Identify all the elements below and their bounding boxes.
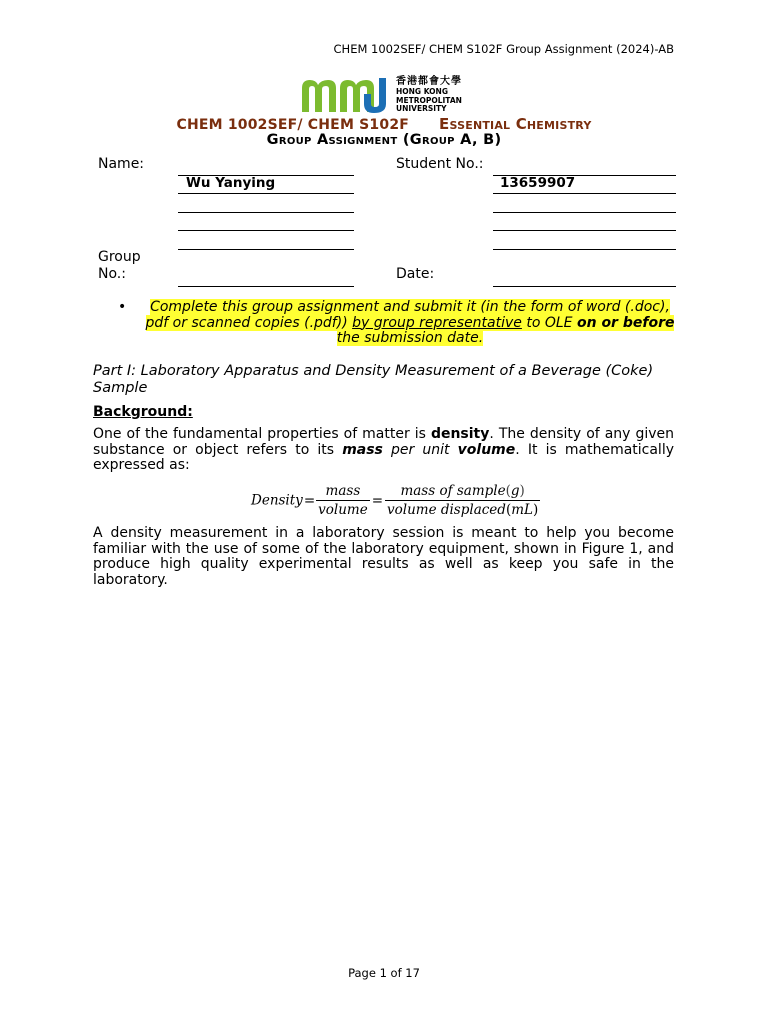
student-no-line-2[interactable] — [493, 193, 676, 194]
university-logo — [300, 74, 470, 114]
p1-mass: mass — [342, 441, 383, 458]
equation-equals-1: = — [303, 492, 316, 509]
course-title — [0, 115, 768, 133]
instruction-underlined: by group representative — [352, 314, 522, 331]
fraction-sample-displaced — [385, 482, 540, 519]
group-label-2: No.: — [98, 266, 126, 282]
hkmu-logo-mark — [300, 74, 392, 114]
background-paragraph-2: A density measurement in a laboratory session is meant to help you become familiar with the use of some of the laboratory equipment, shown in Figure 1, and produce high quality experimental results as well as keep you safe in the laboratory. — [93, 525, 674, 588]
date-line[interactable] — [493, 286, 676, 287]
fraction-2-numerator-unit: g — [510, 483, 520, 499]
group-no-line[interactable] — [178, 286, 354, 287]
fraction-2-denominator: volume displaced(mL) — [387, 502, 539, 518]
course-code: CHEM 1002SEF/ CHEM S102F — [176, 117, 410, 133]
student-no-label: Student No.: — [396, 156, 484, 172]
bullet-icon: • — [118, 299, 127, 315]
equation-equals-2: = — [371, 492, 383, 509]
course-name: Essential Chemistry — [439, 115, 592, 133]
student-no-line-3[interactable] — [493, 212, 676, 213]
p1-text-d: . It is mathematically expressed as: — [93, 441, 675, 473]
name-line-5[interactable] — [178, 249, 354, 250]
name-line-3[interactable] — [178, 212, 354, 213]
instruction-bold: on or before — [576, 314, 675, 331]
student-no-line-5[interactable] — [493, 249, 676, 250]
background-paragraph-1 — [93, 427, 674, 474]
fraction-2-denominator-text: volume displaced — [387, 502, 506, 518]
instruction-text-1: Complete this group assignment and submit it (in the form of word (.doc), pdf or scanned copies (.pdf)) — [145, 299, 670, 331]
name-value: Wu Yanying — [186, 175, 276, 191]
logo-chinese-name: 香港都會大學 — [396, 76, 462, 87]
p1-density: density — [430, 426, 490, 442]
density-equation — [251, 482, 540, 519]
fraction-1-denominator: volume — [318, 502, 368, 518]
date-label: Date: — [396, 266, 435, 282]
document-header: CHEM 1002SEF/ CHEM S102F Group Assignment (2024)-AB — [333, 42, 674, 56]
part-title: Part I: Laboratory Apparatus and Density Measurement of a Beverage (Coke) Sample — [93, 363, 654, 396]
fraction-1-numerator: mass — [316, 482, 370, 501]
assignment-title: Group Assignment (Group A, B) — [266, 132, 502, 148]
fraction-2-denominator-unit: mL — [511, 502, 533, 518]
student-no-value: 13659907 — [500, 175, 576, 191]
submission-instruction — [118, 300, 678, 347]
group-label-1: Group — [98, 249, 141, 265]
fraction-2-numerator-text: mass of sample — [400, 483, 506, 499]
fraction-mass-volume — [316, 482, 370, 519]
name-line-2[interactable] — [178, 193, 354, 194]
p1-text-c: per unit — [382, 441, 458, 458]
background-heading: Background: — [93, 404, 193, 420]
p1-text-a: One of the fundamental properties of matter is — [93, 426, 431, 442]
logo-line-3: UNIVERSITY — [396, 104, 447, 113]
name-line-4[interactable] — [178, 230, 354, 231]
logo-line-2: METROPOLITAN — [396, 95, 462, 105]
p1-text-b: . The density of any given substance or object refers to its — [93, 426, 675, 458]
page-number: Page 1 of 17 — [348, 966, 420, 980]
instruction-text-2: to OLE — [521, 314, 577, 331]
fraction-2-numerator: mass of sample(g) — [385, 482, 540, 501]
logo-line-1: HONG KONG — [396, 87, 448, 96]
equation-lhs: Density — [251, 492, 303, 509]
p1-volume: volume — [457, 441, 516, 458]
student-no-line-4[interactable] — [493, 230, 676, 231]
name-label: Name: — [98, 156, 145, 172]
instruction-text-3: the submission date. — [336, 330, 484, 346]
